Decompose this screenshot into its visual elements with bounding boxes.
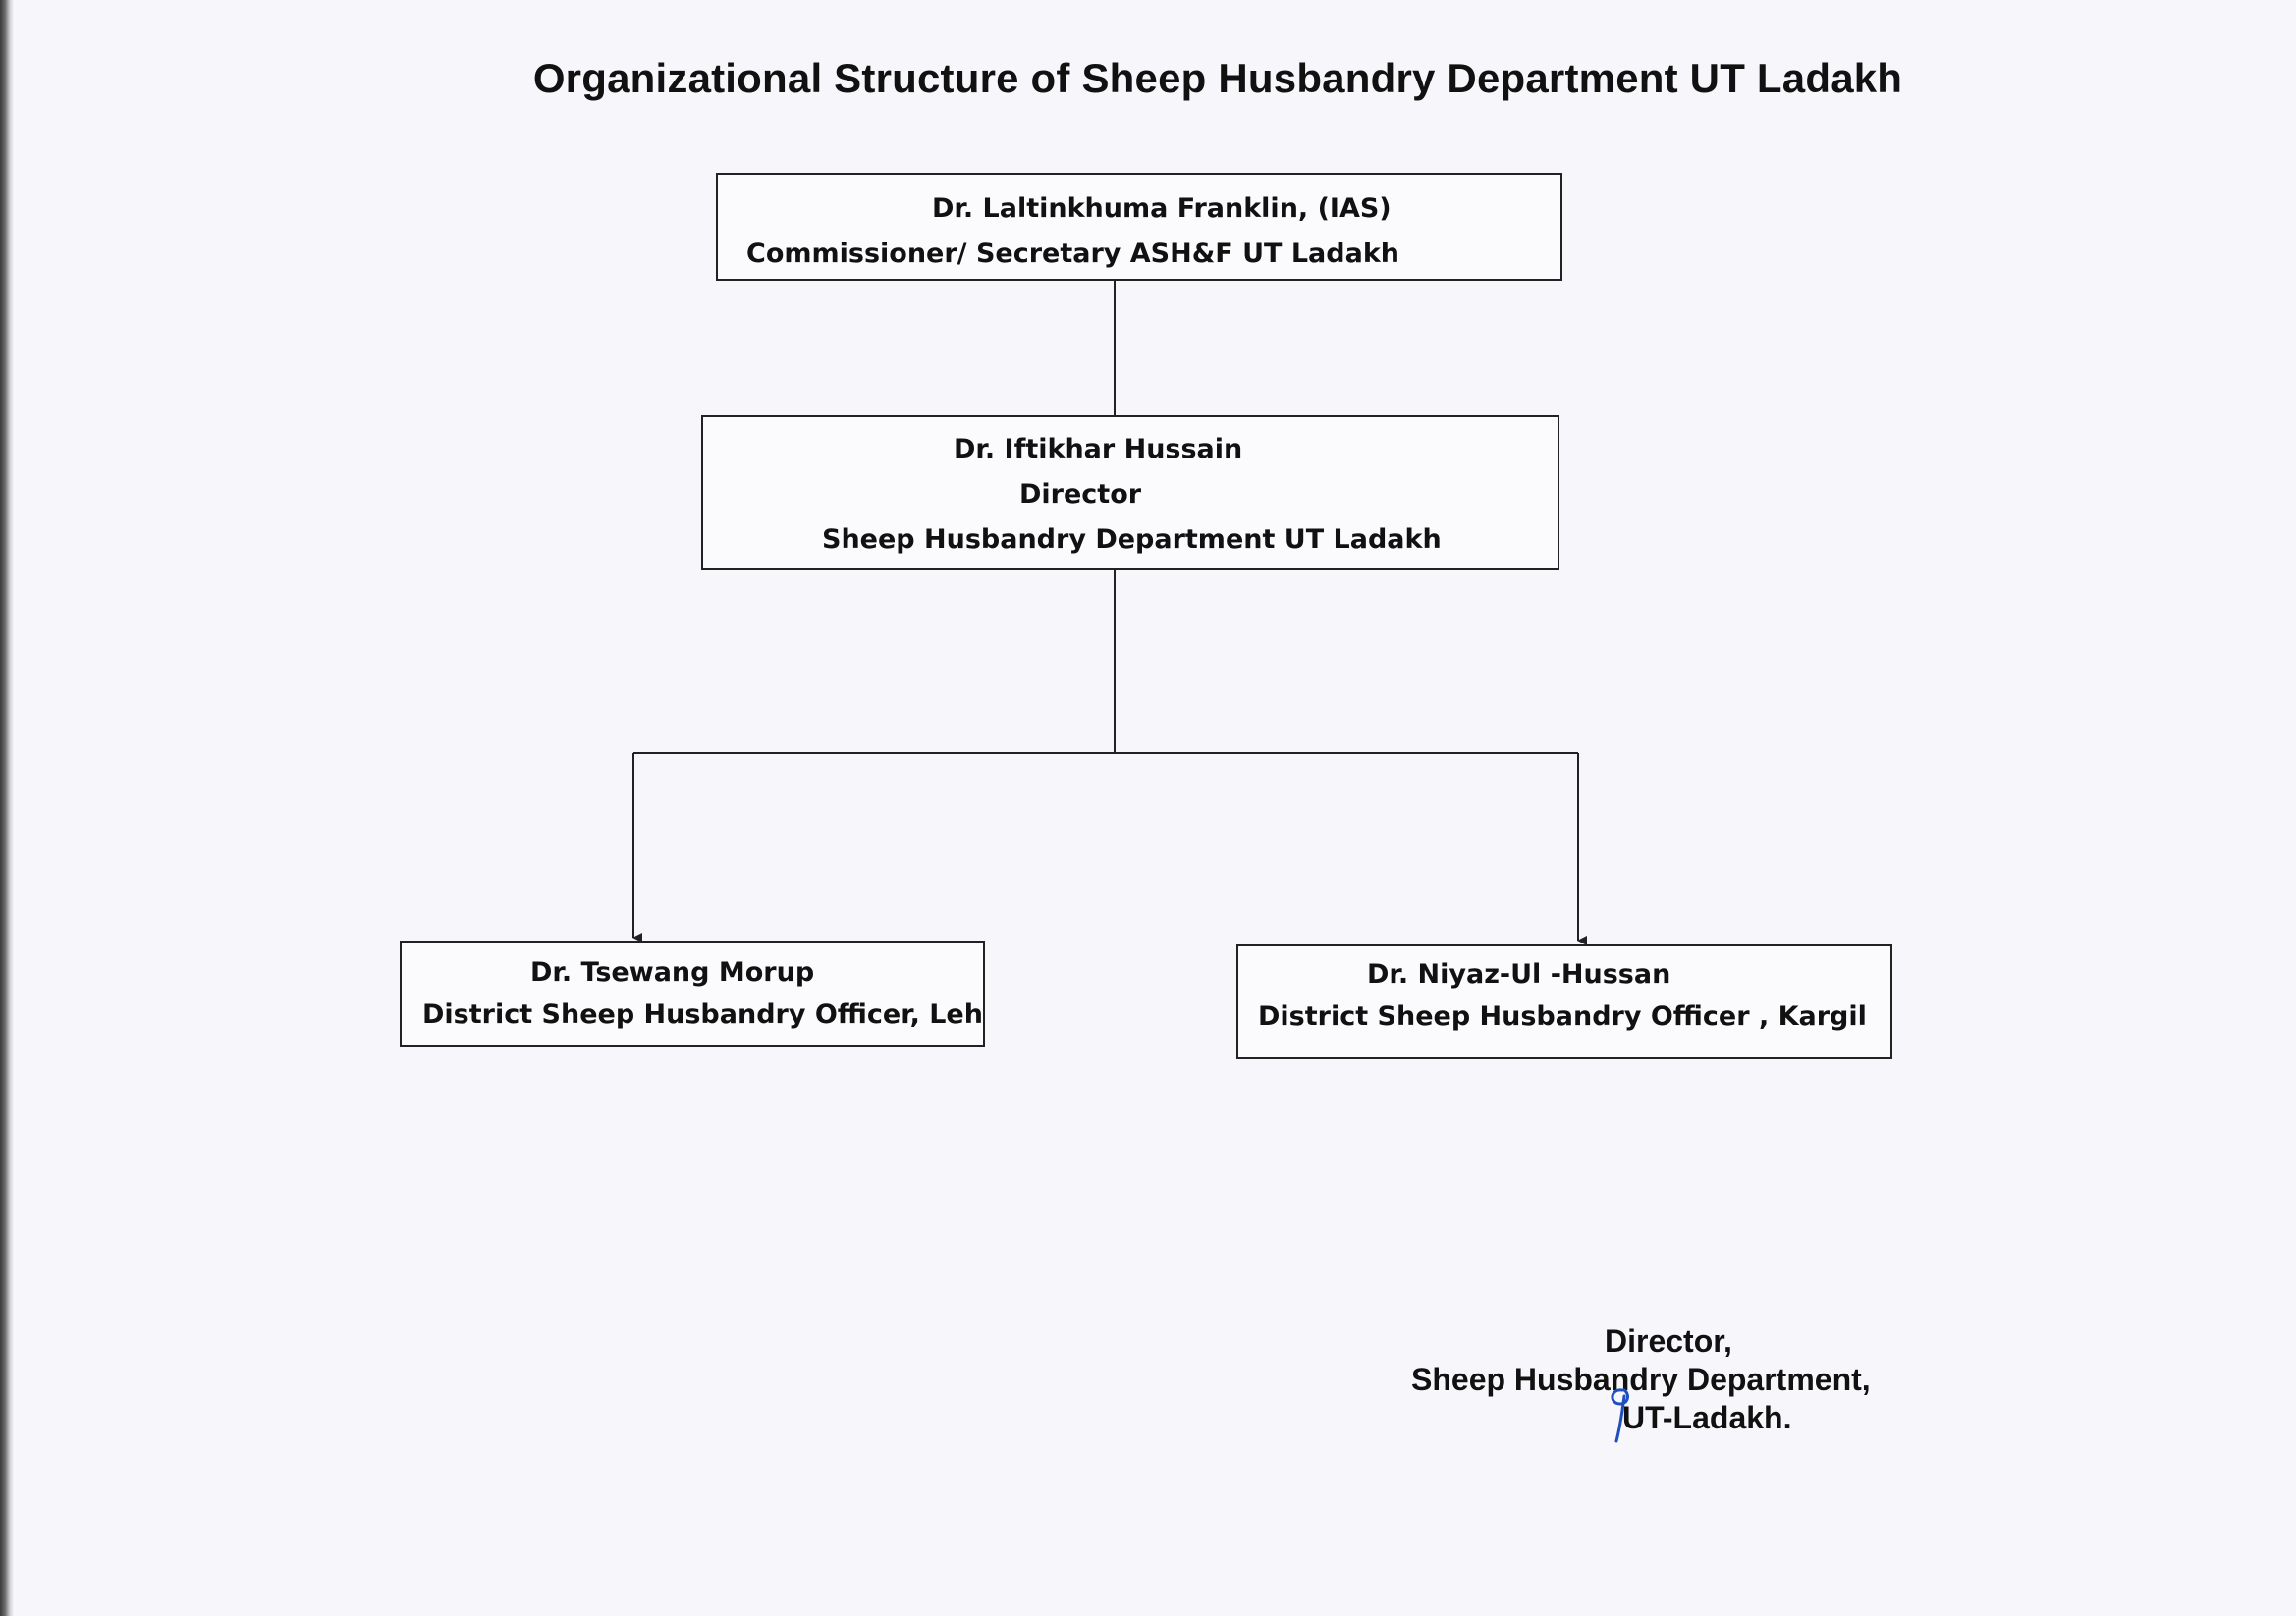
signature-line-3: UT-Ladakh. [1622,1400,1792,1435]
node-dsho-kargil-name: Dr. Niyaz-Ul -Hussan [1367,959,1671,990]
node-dsho-leh [400,941,985,1047]
node-director-designation: Director [1019,479,1142,510]
node-director-name: Dr. Iftikhar Hussain [954,434,1243,464]
node-commissioner [716,173,1562,281]
page-title: Organizational Structure of Sheep Husbandry Department UT Ladakh [532,55,1903,101]
node-dsho-leh-designation: District Sheep Husbandry Officer, Leh [422,999,983,1030]
signature-line-2: Sheep Husbandry Department, [1411,1362,1871,1397]
node-dsho-leh-name: Dr. Tsewang Morup [530,957,815,988]
node-commissioner-designation: Commissioner/ Secretary ASH&F UT Ladakh [746,239,1399,269]
node-commissioner-name: Dr. Laltinkhuma Franklin, (IAS) [932,193,1392,224]
signature-block [1404,1320,1915,1448]
node-dsho-kargil-designation: District Sheep Husbandry Officer , Kargil [1258,1001,1867,1032]
signature-line-1: Director, [1605,1323,1732,1359]
handwritten-initial-icon [1601,1382,1640,1447]
node-dsho-kargil [1236,944,1892,1059]
node-director [701,415,1559,570]
node-director-department: Sheep Husbandry Department UT Ladakh [822,524,1442,555]
